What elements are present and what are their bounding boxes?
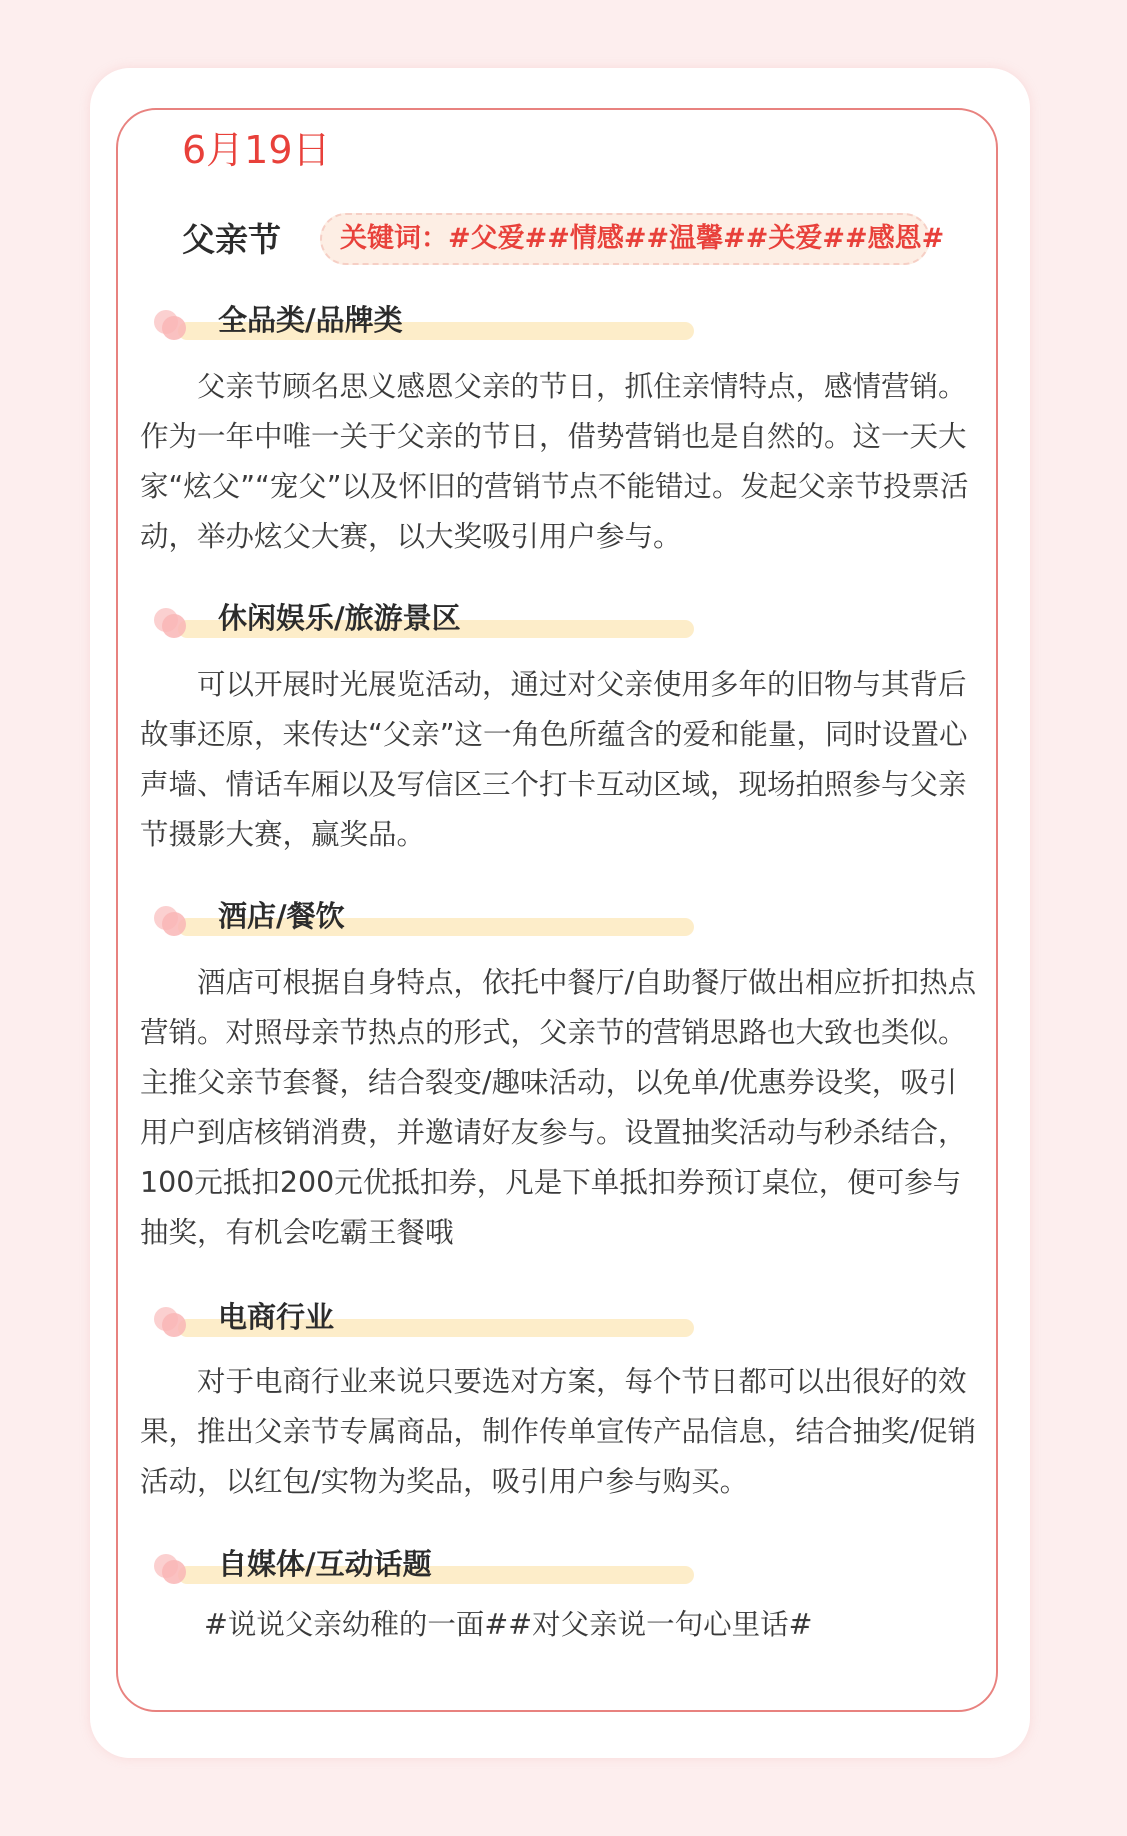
section-heading-all-categories — [154, 300, 694, 348]
bubble-dot-icon — [154, 608, 184, 638]
bubble-dot-icon — [154, 310, 184, 340]
bubble-dot-icon — [154, 1554, 184, 1584]
date-label: 6月19日 — [182, 128, 331, 172]
keywords-text: 关键词：#父爱##情感##温馨##关爱##感恩# — [340, 223, 945, 254]
section-body-all-categories: 父亲节顾名思义感恩父亲的节日，抓住亲情特点，感情营销。作为一年中唯一关于父亲的节日，借势营销也是自然的。这一天大家“炫父”“宠父”以及怀旧的营销节点不能错过。发起父亲节投票活动，举办炫父大赛，以大奖吸引用户参与。 — [140, 370, 969, 553]
section-title: 自媒体/互动话题 — [218, 1547, 432, 1581]
section-title: 电商行业 — [218, 1300, 335, 1334]
section-body-ecommerce: 对于电商行业来说只要选对方案，每个节日都可以出很好的效果，推出父亲节专属商品，制作传单宣传产品信息，结合抽奖/促销活动，以红包/实物为奖品，吸引用户参与购买。 — [140, 1365, 977, 1498]
section-heading-leisure-tourism — [154, 598, 694, 646]
section-body-hotel-dining: 酒店可根据自身特点，依托中餐厅/自助餐厅做出相应折扣热点营销。对照母亲节热点的形式，父亲节的营销思路也大致也类似。主推父亲节套餐，结合裂变/趣味活动，以免单/优惠券设奖，吸引用户到店核销消费，并邀请好友参与。设置抽奖活动与秒杀结合，100元抵扣200元优抵扣券，凡是下单抵扣券预订桌位，便可参与抽奖，有机会吃霸王餐哦 — [140, 966, 977, 1249]
holiday-title: 父亲节 — [182, 220, 281, 259]
topic-hashtags: #说说父亲幼稚的一面##对父亲说一句心里话# — [204, 1608, 813, 1641]
section-heading-ecommerce — [154, 1297, 694, 1345]
section-title: 全品类/品牌类 — [218, 303, 403, 337]
bubble-dot-icon — [154, 906, 184, 936]
section-body-leisure-tourism: 可以开展时光展览活动，通过对父亲使用多年的旧物与其背后故事还原，来传达“父亲”这一角色所蕴含的爱和能量，同时设置心声墙、情话车厢以及写信区三个打卡互动区域，现场拍照参与父亲节摄影大赛，赢奖品。 — [140, 668, 968, 851]
bubble-dot-icon — [154, 1307, 184, 1337]
section-title: 休闲娱乐/旅游景区 — [218, 601, 461, 635]
section-heading-hotel-dining — [154, 896, 694, 944]
section-heading-self-media — [154, 1544, 694, 1592]
section-title: 酒店/餐饮 — [218, 899, 345, 933]
